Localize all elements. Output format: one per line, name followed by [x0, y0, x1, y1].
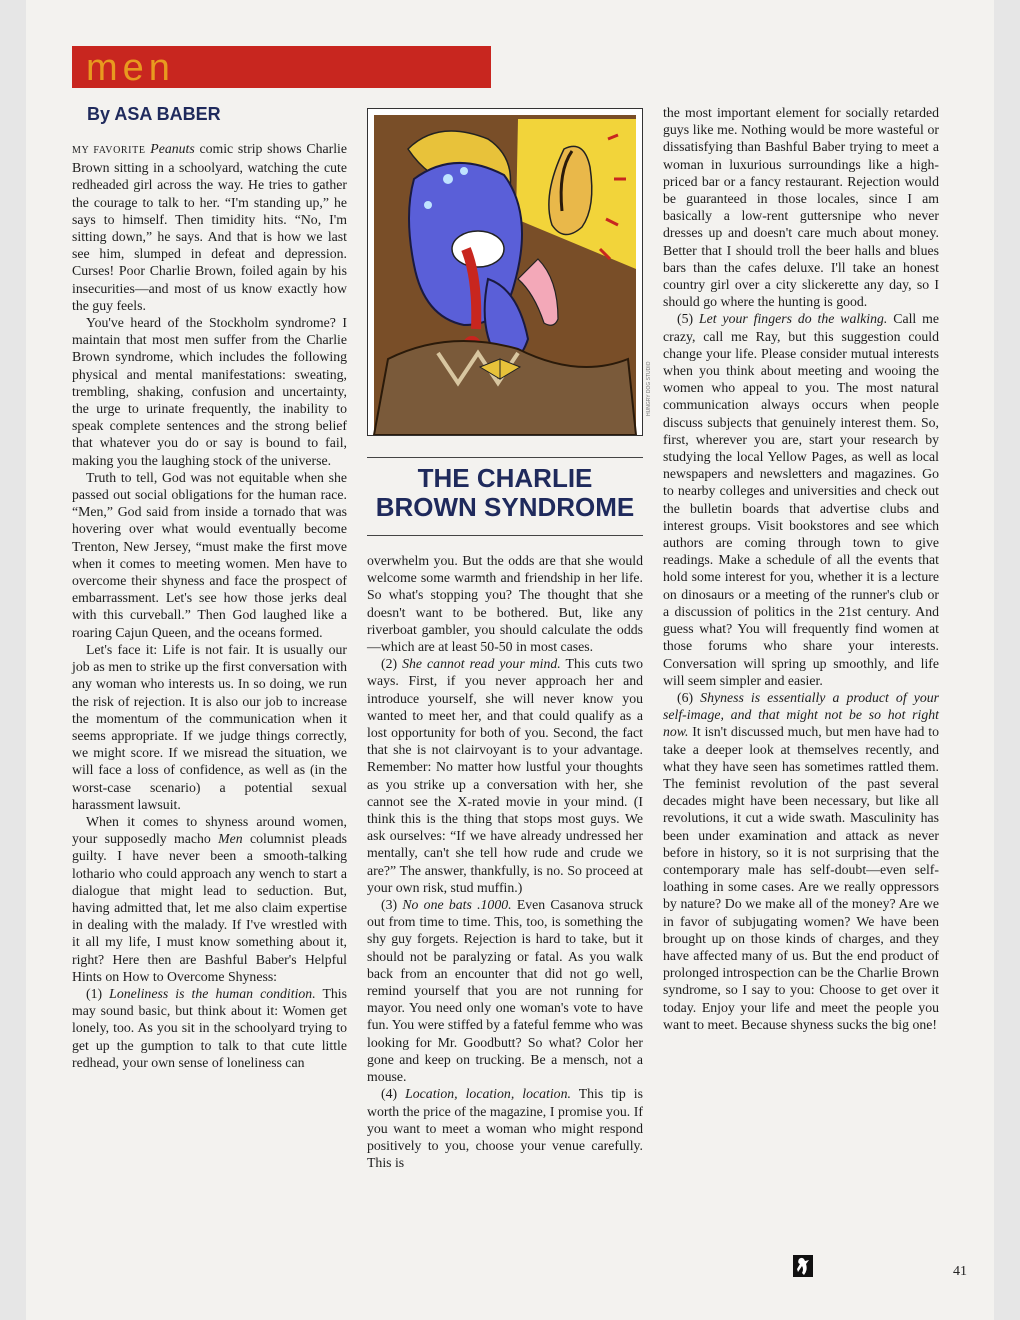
paragraph — [72, 985, 347, 1071]
hint-number: (6) — [677, 689, 694, 705]
paragraph: Truth to tell, God was not equitable when she passed out social obligations for the human race. “Men,” God said from inside a tornado that was hovering over what would eventually become Trenton, New Jersey, “must make the first move when it comes to meeting women. Men have to overcome their shyness and face the prospect of embarrassment. Let's see how those jerks deal with this curveball.” Then God laughed like a roaring Cajun Queen, and the oceans formed. — [72, 469, 347, 640]
headline-rule-bottom — [367, 535, 643, 536]
paragraph — [663, 310, 939, 688]
paragraph-text: It isn't discussed much, but men have had to take a deeper look at themselves recently, and what they have seen has sometimes rattled them. The feminist revolution of the past several decades might have been necessary, but like all revolutions, it cut a wide swath. Masculinity has been under examination and attack as never before in history, so it is not surprising that the contemporary male has self-doubt—even self-loathing in some cases. Are we really oppressors by nature? Do we make all of the money? Are we in favor of subjugating women? We have been brought up on those kinds of charges, and they have affected many of us. But the end product of prolonged introspection can be the Charlie Brown syndrome, so I say to you: Choose to get over it today. Enjoy your life and meet the people you want to meet. Because shyness sucks the big one! — [663, 724, 939, 1032]
illustration-art — [368, 109, 642, 435]
italic-text: Men — [218, 831, 243, 847]
paragraph-text: This tip is worth the price of the magazine, I promise you. If you want to meet a woman who might respond positively to you, choose your venue carefully. This is — [367, 1086, 643, 1171]
illustration — [367, 108, 643, 436]
hint-number: (3) — [381, 897, 398, 913]
article-headline — [367, 464, 643, 522]
paragraph-text: columnist pleads guilty. I have never been a smooth-talking lothario who could approach any wench to start a dialogue that might lead to seduction. But, having admitted that, let me also claim expertise in dealing with the malady. If I've wrestled with it all my life, I must know something about it, right? Here then are Bashful Baber's Helpful Hints on How to Overcome Shyness: — [72, 831, 347, 984]
article-column-2 — [367, 552, 643, 1171]
headline-rule-top — [367, 457, 643, 458]
paragraph: Let's face it: Life is not fair. It is usually our job as men to strike up the first conversation with any woman who interests us. In so doing, we run the risk of rejection. It is also our job to increase the momentum of the communication when it seems appropriate. If we judge things correctly, we might score. If we misread the situation, we will face a loss of confidence, as well as (in the worst-case scenario) a potential sexual harassment lawsuit. — [72, 641, 347, 812]
section-banner — [72, 46, 491, 88]
headline-line-2: BROWN SYNDROME — [375, 492, 635, 522]
paragraph — [663, 689, 939, 1033]
hint-number: (1) — [86, 985, 103, 1001]
hint-number: (2) — [381, 656, 398, 672]
paragraph — [72, 813, 347, 985]
paragraph-text: Even Casanova struck out from time to time. This, too, is something the shy guy forgets. Rejection is hard to take, but it should not be paralyzing or fatal. As you walk back from an encounter that did not go well, remind yourself that you are not running for mayor. You need only one woman's vote to have fun. You were stiffed by a fateful femme who was looking for Mr. Goodbutt? So what? Color her gone and keep on trucking. Be a mensch, not a mouse. — [367, 897, 644, 1085]
lead-italic: Peanuts — [150, 141, 195, 156]
article-column-1 — [72, 140, 347, 1071]
paragraph-text: This cuts two ways. First, if you never approach her and introduce yourself, she will never know you wanted to meet her, and that could qualify as a lost opportunity for both of you. Second, the fact that she is not clairvoyant is to your advantage. Remember: No matter how lustful your thoughts as you strike up a conversation with her, she cannot see the X-rated movie in your mind. (I think this is the thing that stops most guys. We ask ourselves: “If we have already undressed her mentally, can't she tell how rude and crude we are?” The answer, thankfully, is no. So proceed at your own risk, stud muffin.) — [367, 656, 643, 895]
lead-smallcaps: MY FAVORITE — [72, 145, 146, 156]
section-title: men — [86, 47, 175, 89]
headline-line-1: THE CHARLIE — [417, 463, 593, 493]
paragraph: overwhelm you. But the odds are that she would welcome some warmth and friendship in her life. So what's stopping you? The thought that she doesn't want to be bothered. But, like any riverboat gambler, you should calculate the odds—which are at least 50-50 in most cases. — [367, 553, 643, 655]
paragraph: the most important element for socially retarded guys like me. Nothing would be more wasteful or dissatisfying than Bashful Baber trying to meet a woman in luxurious surroundings like a high-priced bar or a fancy restaurant. Rejection would be guaranteed in those locales, since I am basically a low-rent guttersnipe who never dresses up and doesn't care much about money. Better that I should troll the beer halls and blues bars than the cafes deluxe. I'll take an honest country girl over a city slickerette any day, so I should go where the hunting is good. — [663, 105, 939, 310]
hint-title: She cannot read your mind. — [402, 656, 561, 672]
illustration-credit: HUNGRY DOG STUDIO — [646, 361, 652, 416]
paragraph-text: comic strip shows Charlie Brown sitting in a schoolyard, watching the cute redheaded girl across the way. He tries to gather the courage to talk to her. “I'm standing up,” he says to himself. Then timidity hits. “No, I'm sitting down,” he says. And that is how we last see him, slumped in defeat and depression. Curses! Poor Charlie Brown, foiled again by his insecurities—and most of us know exactly how the guy feels. — [72, 141, 347, 313]
page-number: 41 — [953, 1264, 967, 1279]
hint-title: Location, location, location. — [405, 1086, 571, 1102]
paragraph-text: This may sound basic, but think about it: Women get lonely, too. As you sit in the schoolyard trying to get up the gumption to talk to that cute little redhead, your own sense of loneliness can — [72, 985, 348, 1070]
paragraph — [367, 655, 643, 896]
end-mark-icon — [793, 1255, 813, 1277]
hint-title: Let your fingers do the walking. — [698, 311, 888, 327]
paragraph-text: When it comes to shyness around women, your supposedly macho — [72, 813, 347, 847]
byline: By ASA BABER — [87, 104, 221, 124]
paragraph — [367, 896, 643, 1085]
article-column-3 — [663, 104, 939, 1033]
paragraph — [367, 1085, 643, 1171]
paragraph: You've heard of the Stockholm syndrome? I maintain that most men suffer from the Charlie Brown syndrome, which includes the following physical and mental manifestations: sweating, trembling, shaking, confusion and uncertainty, the urge to urinate frequently, the inability to speak complete sentences and the strong belief that whatever you do or say is bound to fail, making you the laughing stock of the universe. — [72, 315, 347, 468]
hint-title: No one bats .1000. — [402, 897, 512, 913]
hint-number: (4) — [381, 1086, 398, 1102]
hint-title: Shyness is essentially a product of your self-image, and that might not be so hot right now. — [663, 689, 940, 740]
hint-title: Loneliness is the human condition. — [109, 985, 316, 1001]
paragraph — [72, 140, 347, 314]
paragraph-text: Call me crazy, call me Ray, but this suggestion could change your life. Please consider mutual interests when you think about meeting and wooing the women who appeal to you. The most natural communication always occurs when people discuss subjects that genuinely interest them. So, first, wherever you are, start your research by studying the local Yellow Pages, as well as local newspapers and newsletters and magazines. Go to nearby colleges and universities and check out the bulletin boards that advertise clubs and interest groups. Visit bookstores and see which authors are coming through town to give readings. Make a schedule of all the events that hold some interest for you, whether it is a lecture on dinosaurs or a meeting of the runner's club or a discussion of politics in the 21st century. And guess what? You will frequently find women at those forums who share your interests. Conversation will spring up smoothly, and life will seem simpler and easier. — [663, 311, 939, 688]
hint-number: (5) — [677, 311, 694, 327]
